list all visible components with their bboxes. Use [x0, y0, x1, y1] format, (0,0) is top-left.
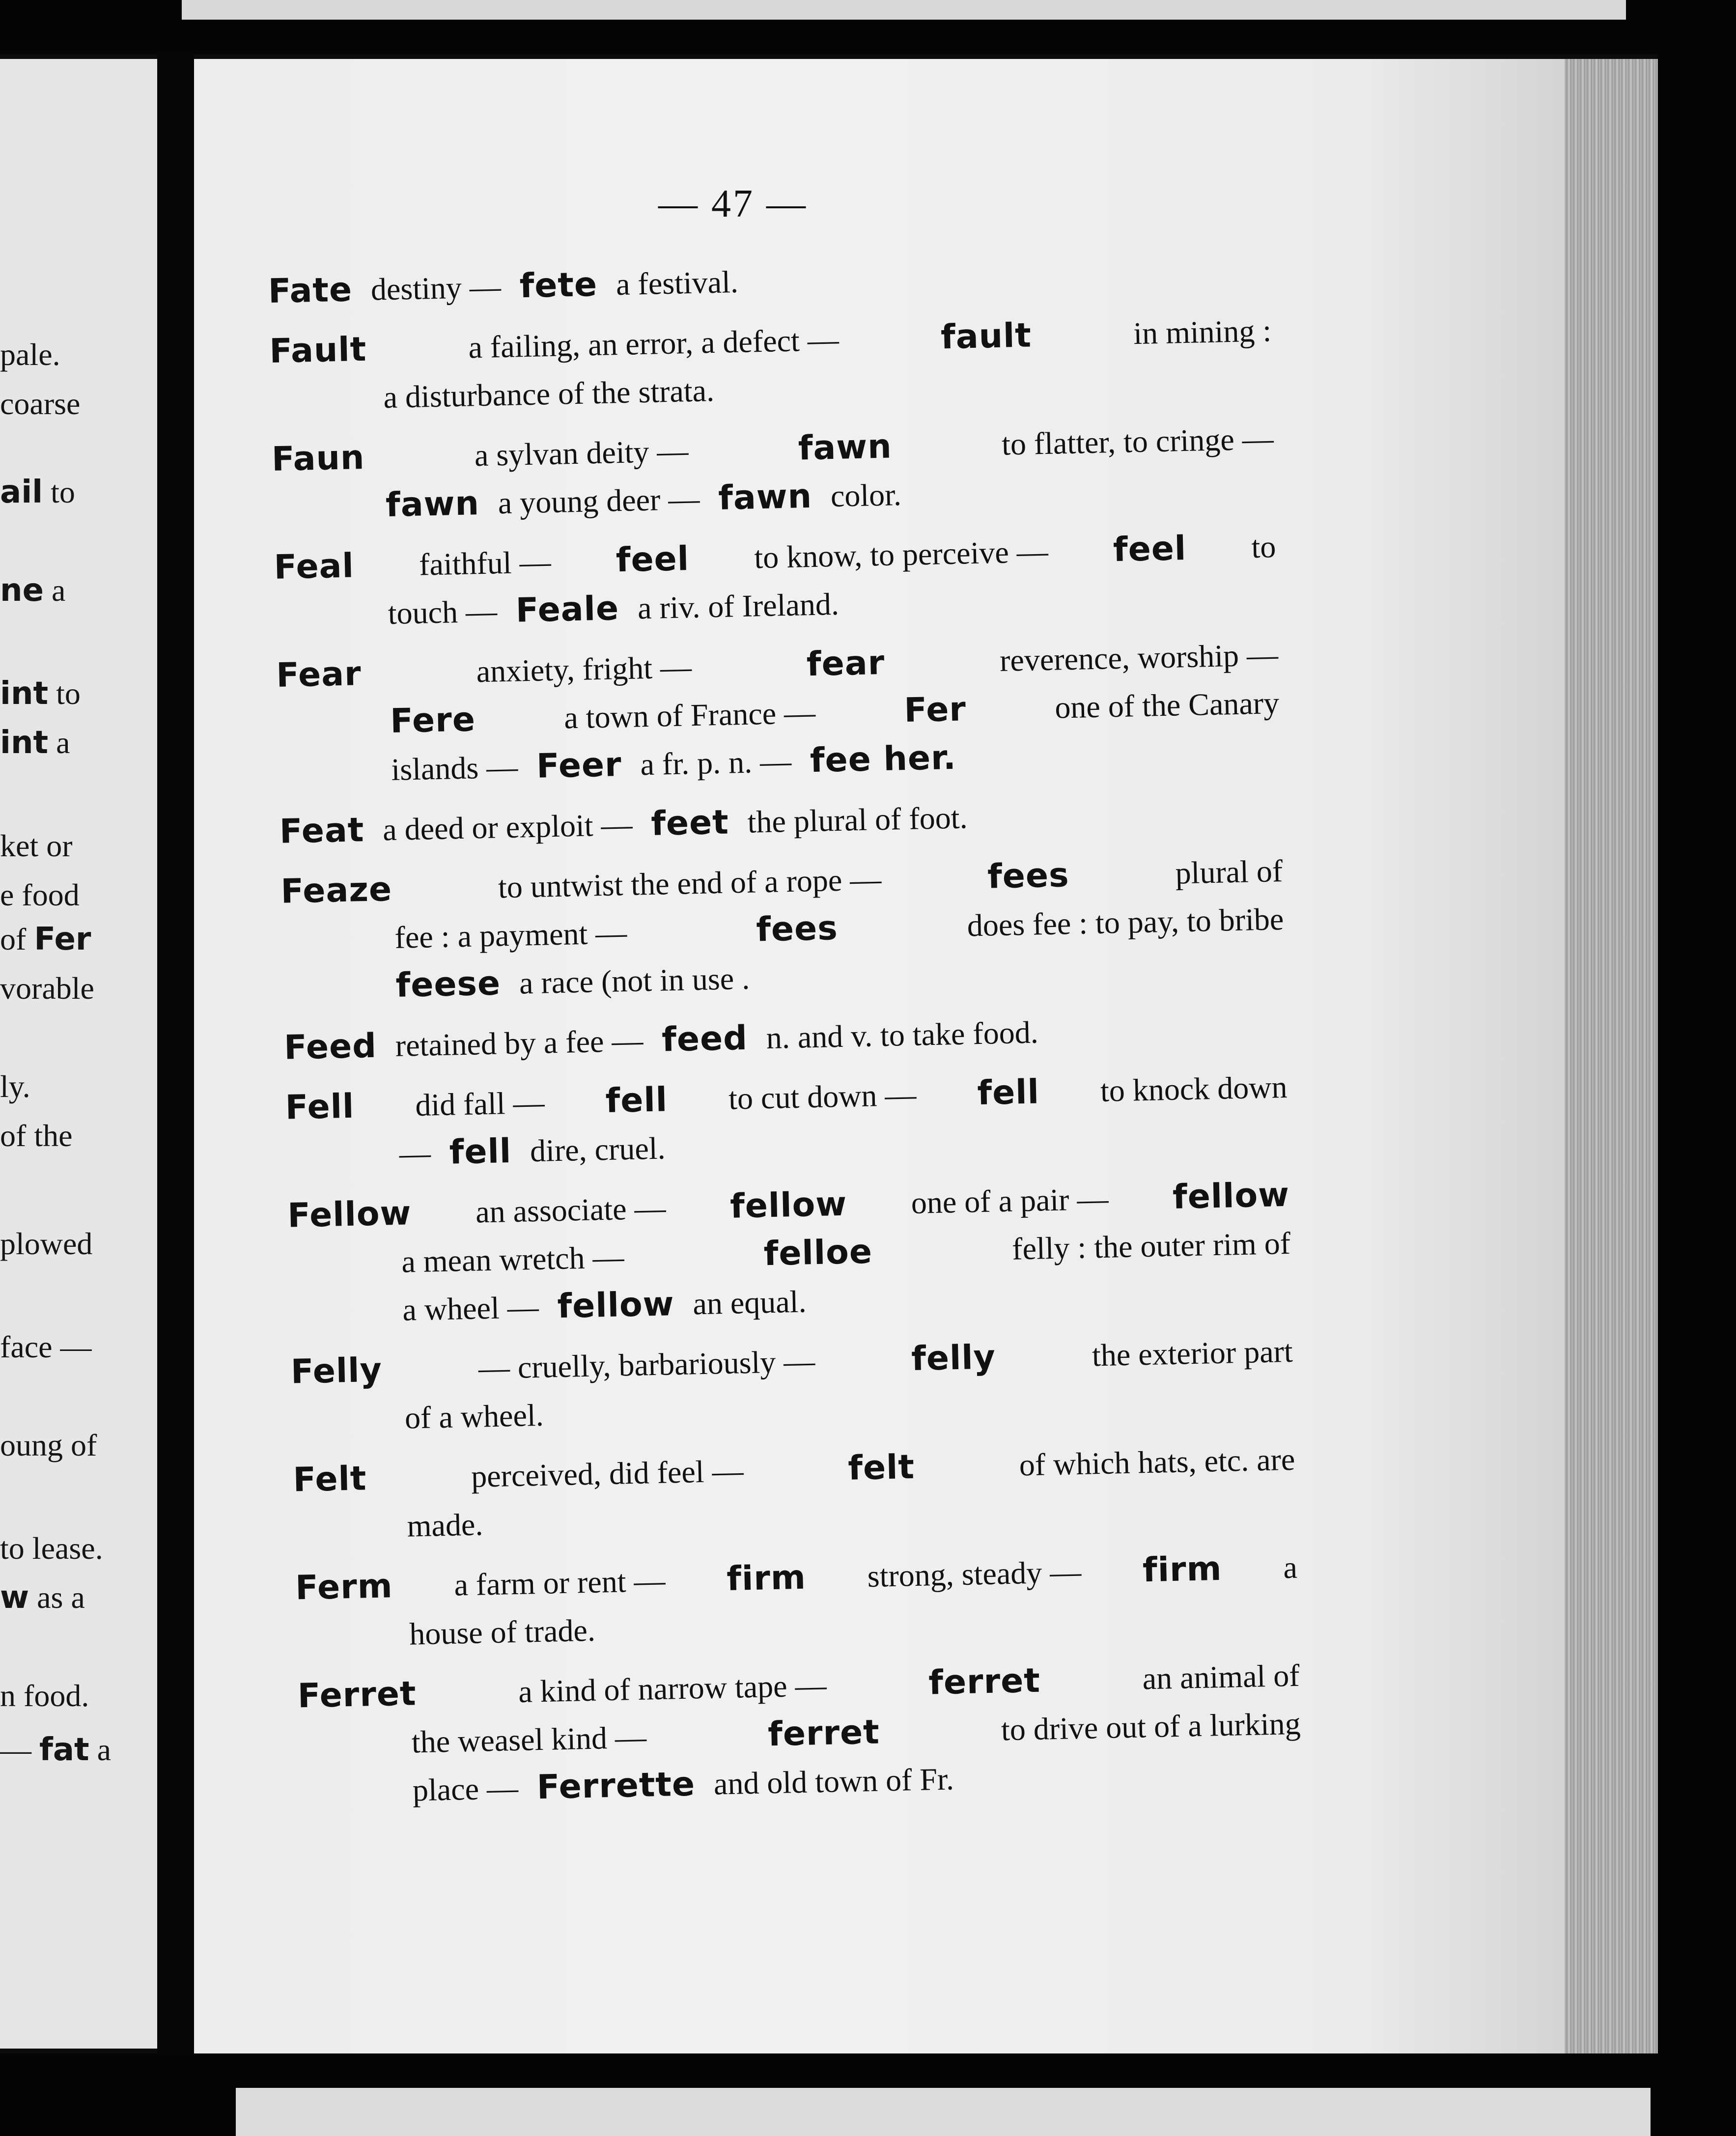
headword: Feale [515, 589, 619, 630]
left-page-text: plowed [0, 1226, 93, 1261]
left-page-text: n food. [0, 1678, 89, 1713]
headword: feel [616, 539, 690, 580]
dictionary-entry [271, 415, 1275, 532]
definition-text: a fr. p. n. — [632, 743, 800, 782]
left-page-text: to [48, 676, 81, 711]
film-right-border [1658, 0, 1736, 2136]
headword: fellow [557, 1285, 675, 1326]
headword: fees [987, 856, 1070, 897]
dictionary-entry [269, 307, 1273, 424]
definition-text: of which hats, etc. are [1011, 1441, 1295, 1483]
definition-text: an associate — [467, 1190, 674, 1230]
previous-frame-edge [182, 0, 1626, 20]
left-page-line [0, 921, 152, 957]
left-page-text: pale. [0, 337, 60, 372]
left-page-line [0, 879, 152, 911]
dictionary-entry [290, 1327, 1294, 1445]
left-page-line [0, 1430, 152, 1461]
left-page-line [0, 1120, 152, 1152]
left-page-text: a [89, 1732, 112, 1767]
left-page-line [0, 388, 152, 420]
definition-text: of a wheel. [404, 1397, 544, 1435]
left-page-line [0, 727, 152, 759]
left-page-line [0, 1680, 152, 1712]
definition-text: place — [412, 1770, 527, 1808]
left-page-line [0, 675, 152, 712]
headword: fellow [1172, 1175, 1290, 1217]
headword: Ferm [295, 1567, 393, 1608]
definition-text: house of trade. [409, 1612, 596, 1652]
definition-text: fee : a payment — [394, 915, 635, 955]
dictionary-entry [287, 1171, 1292, 1337]
definition-text: retained by a fee — [387, 1023, 652, 1064]
headword: fell [977, 1072, 1040, 1113]
headword: fete [519, 265, 598, 306]
book-gutter [157, 54, 194, 2068]
headword: feel [1113, 529, 1187, 570]
definition-text: the weasel kind — [411, 1719, 655, 1760]
left-page-text: to [43, 475, 75, 509]
headword: felt [847, 1447, 915, 1488]
headword: felly [911, 1338, 996, 1379]
headword: firm [1142, 1549, 1223, 1590]
headword: fear [806, 643, 885, 684]
left-page-fragment [0, 59, 157, 2049]
definition-text: anxiety, fright — [468, 649, 700, 689]
left-page-text: ne [0, 572, 44, 609]
left-page-line [0, 1579, 152, 1616]
definition-text: n. and v. to take food. [758, 1014, 1039, 1056]
definition-text: made. [406, 1507, 484, 1544]
definition-text: did fall — [407, 1085, 553, 1123]
definition-text: a kind of narrow tape — [510, 1667, 835, 1710]
headword: Feal [273, 546, 355, 587]
headword: fees [756, 908, 839, 950]
dictionary-entry [285, 1063, 1289, 1180]
headword: Feed [283, 1026, 377, 1068]
page-number: — 47 — [658, 182, 808, 225]
headword: Fault [269, 330, 367, 371]
headword: fault [940, 316, 1032, 357]
definition-text: a [1275, 1549, 1298, 1585]
headword: Fer [903, 690, 967, 731]
definition-text: in mining : [1125, 313, 1272, 351]
definition-text: to flatter, to cringe — [993, 421, 1274, 462]
entry-line [279, 787, 1282, 856]
headword: fawn [798, 427, 893, 468]
left-page-text: ly. [0, 1069, 30, 1104]
headword: fawn [718, 477, 812, 518]
headword: Ferret [297, 1674, 417, 1716]
left-page-text: int [0, 725, 49, 761]
left-page-text: of [0, 922, 34, 956]
headword: Fear [276, 654, 362, 695]
left-page-text: of the [0, 1118, 73, 1153]
left-page-text: coarse [0, 386, 81, 421]
definition-text: color. [822, 477, 902, 514]
definition-text: felly : the outer rim of [1004, 1225, 1291, 1267]
headword: Feaze [280, 870, 392, 911]
definition-text: an equal. [684, 1284, 807, 1321]
dictionary-entries [268, 247, 1302, 1828]
definition-text: destiny — [363, 269, 509, 307]
headword: felloe [763, 1232, 873, 1274]
dictionary-entry [283, 1003, 1287, 1072]
left-page-text: as a [29, 1580, 85, 1615]
definition-text: perceived, did feel — [463, 1453, 752, 1494]
left-page-line [0, 1734, 152, 1766]
next-frame-edge [236, 2088, 1651, 2136]
definition-text: to drive out of a lurking [993, 1706, 1301, 1747]
headword: fell [605, 1080, 668, 1121]
definition-text: reverence, worship — [991, 637, 1279, 678]
definition-text: one of the Canary [1046, 685, 1280, 725]
definition-text: one of a pair — [903, 1181, 1117, 1221]
definition-text: a race (not in use . [511, 960, 750, 1001]
definition-text: faithful — [411, 544, 560, 583]
left-page-text: w [0, 1579, 29, 1616]
headword: Fell [284, 1087, 355, 1127]
headword: Fere [390, 700, 476, 741]
left-page-line [0, 474, 152, 510]
headword: fee her. [810, 738, 957, 781]
left-page-text: fat [39, 1732, 89, 1768]
definition-text: a sylvan deity — [466, 433, 697, 473]
headword: feed [661, 1018, 748, 1060]
definition-text: to cut down — [720, 1077, 925, 1117]
definition-text: a festival. [608, 264, 739, 302]
definition-text: to knock down [1092, 1069, 1288, 1109]
left-page-text: ket or [0, 828, 73, 863]
headword: Felly [290, 1350, 383, 1392]
left-page-line [0, 1228, 152, 1260]
page-edges [1565, 59, 1658, 2053]
headword: Felt [292, 1459, 367, 1500]
left-page-text: to lease. [0, 1531, 103, 1566]
definition-text: a farm or rent — [446, 1563, 674, 1602]
definition-text: and old town of Fr. [705, 1761, 954, 1801]
headword: feese [395, 964, 501, 1005]
definition-text: to know, to perceive — [746, 534, 1057, 575]
definition-text: — [399, 1135, 439, 1171]
headword: fell [448, 1132, 512, 1172]
left-page-line [0, 572, 152, 609]
definition-text: a failing, an error, a defect — [460, 322, 847, 365]
left-page-text: a [48, 725, 70, 760]
headword: Feer [536, 745, 622, 786]
left-page-text: int [0, 675, 49, 712]
definition-text: the exterior part [1084, 1333, 1293, 1373]
definition-text: a riv. of Ireland. [629, 586, 840, 626]
left-page-line [0, 1071, 152, 1102]
definition-text: does fee : to pay, to bribe [959, 901, 1284, 943]
dictionary-entry [280, 847, 1286, 1012]
definition-text: a wheel — [402, 1289, 547, 1327]
headword: firm [726, 1558, 807, 1599]
dictionary-entry [279, 787, 1282, 856]
headword: Ferrette [536, 1765, 696, 1807]
headword: Feat [279, 811, 365, 851]
headword: Faun [271, 438, 365, 479]
headword: fawn [385, 484, 480, 525]
definition-text: — cruelly, barbariously — [470, 1343, 823, 1386]
definition-text: an animal of [1134, 1658, 1300, 1696]
left-page-text: a [43, 573, 66, 608]
definition-text: a deed or exploit — [374, 807, 641, 847]
definition-text: a town of France — [556, 695, 824, 735]
left-page-text: face — [0, 1329, 92, 1364]
headword: ferret [767, 1713, 880, 1754]
definition-text: a young deer — [490, 481, 708, 521]
headword: ferret [928, 1661, 1041, 1703]
left-page-text: e food [0, 877, 80, 912]
definition-text: dire, cruel. [522, 1130, 666, 1169]
definition-text: the plural of foot. [739, 800, 968, 840]
dictionary-entry [276, 631, 1281, 796]
dictionary-entry [293, 1435, 1297, 1553]
definition-text: to [1243, 529, 1277, 565]
entry-line [283, 1003, 1287, 1072]
headword: Fate [268, 270, 353, 311]
left-page-line [0, 973, 152, 1004]
dictionary-entry [295, 1544, 1299, 1661]
left-page-text: — [0, 1732, 39, 1767]
left-page-line [0, 830, 152, 862]
dictionary-entry [297, 1652, 1302, 1817]
headword: fellow [729, 1184, 847, 1226]
definition-text: islands — [391, 749, 526, 787]
definition-text: touch — [388, 593, 505, 631]
left-page-text: vorable [0, 971, 94, 1006]
definition-text: to untwist the end of a rope — [490, 861, 890, 905]
definition-text: a disturbance of the strata. [383, 373, 715, 415]
definition-text: a mean wretch — [401, 1239, 633, 1279]
definition-text: plural of [1167, 853, 1283, 891]
left-page-text: oung of [0, 1428, 97, 1462]
left-page-line [0, 1331, 152, 1363]
headword: Fellow [287, 1194, 412, 1236]
left-page-line [0, 339, 152, 370]
left-page-text: ail [0, 474, 43, 510]
definition-text: strong, steady — [859, 1554, 1090, 1594]
headword: feet [650, 803, 729, 843]
dictionary-entry [274, 523, 1278, 640]
left-page-line [0, 1533, 152, 1564]
left-page-text: Fer [34, 921, 91, 957]
